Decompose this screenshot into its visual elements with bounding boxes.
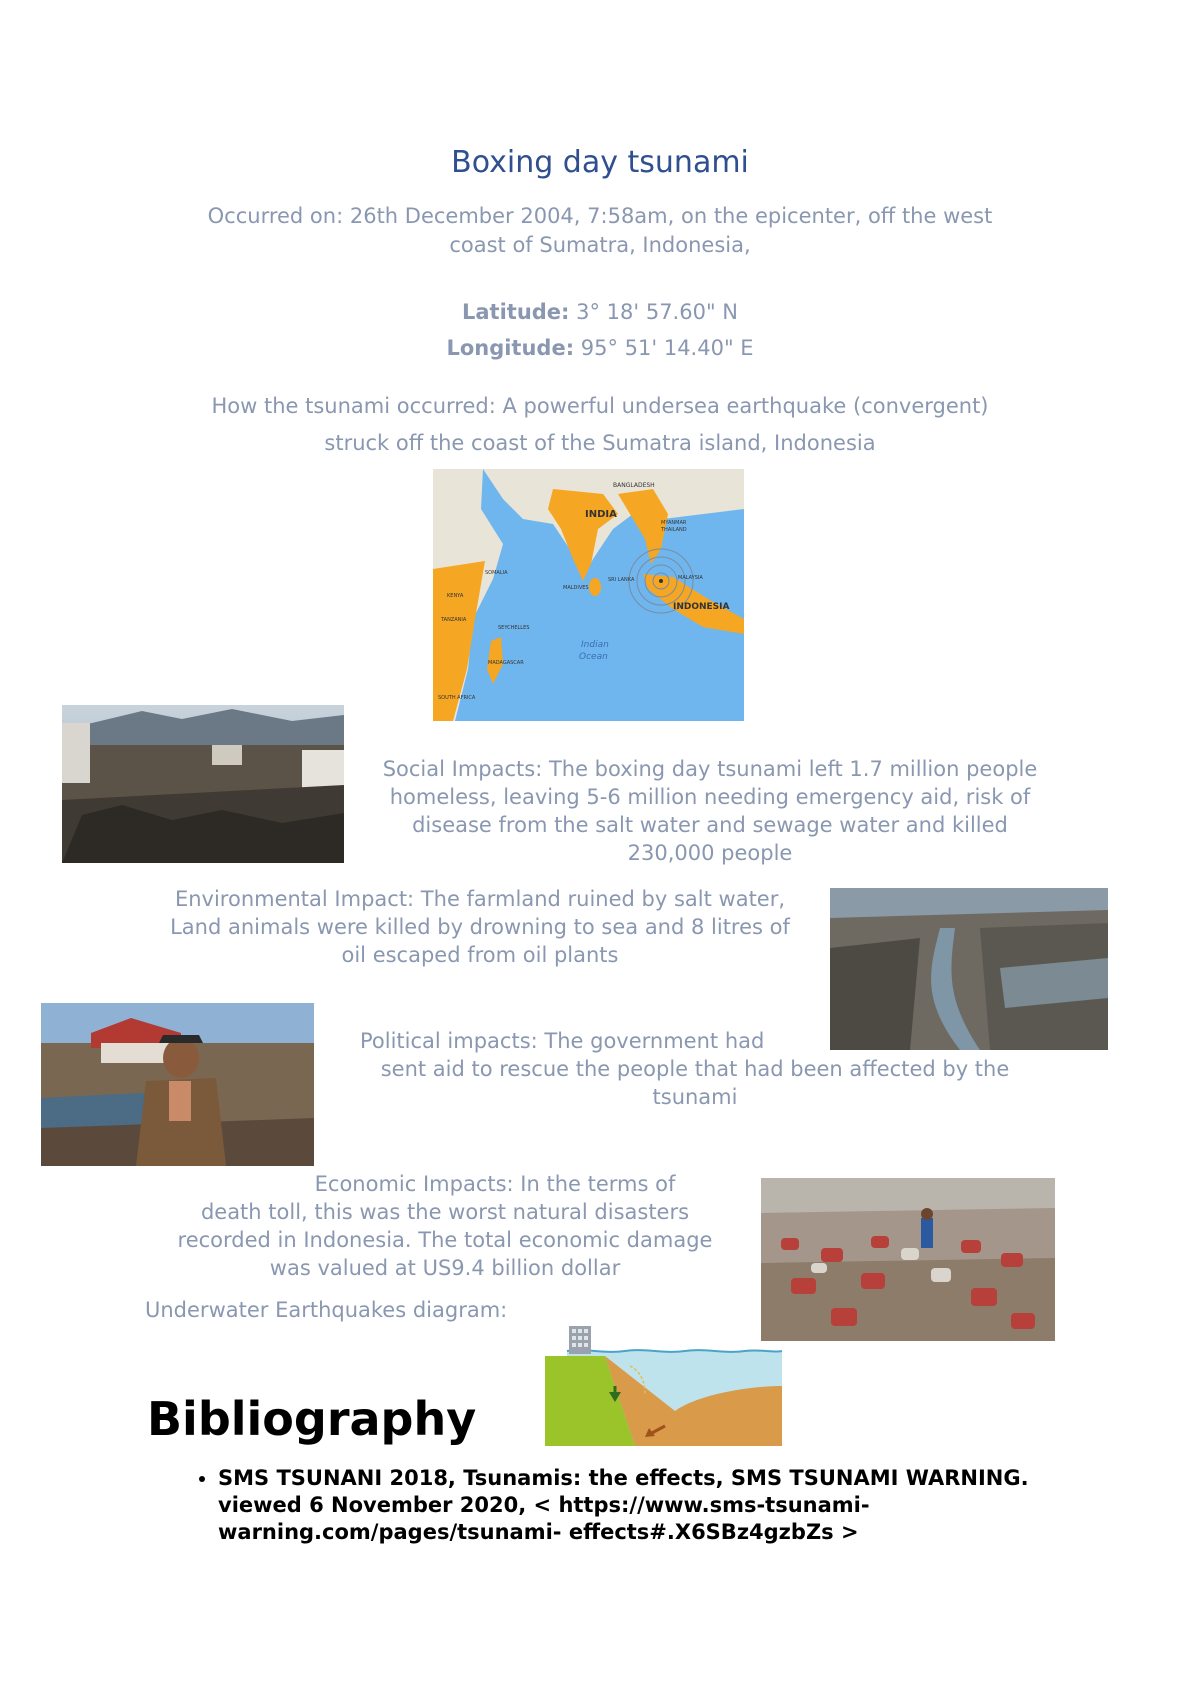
social-impacts bbox=[360, 755, 1060, 867]
map-label: Ocean bbox=[579, 652, 608, 662]
sri-lanka-land bbox=[589, 578, 601, 596]
political-line-1: Political impacts: The government had bbox=[360, 1029, 765, 1053]
environmental-impact bbox=[130, 885, 830, 969]
longitude-value: 95° 51' 14.40" E bbox=[574, 336, 754, 360]
map-label: INDIA bbox=[585, 509, 617, 520]
latitude-row bbox=[0, 294, 1200, 330]
social-line-1: Social Impacts: The boxing day tsunami left 1.7 million people bbox=[382, 757, 1038, 781]
aerial-flood-photo bbox=[830, 888, 1108, 1050]
map-label: MYANMAR bbox=[661, 520, 687, 526]
map-label: MALAYSIA bbox=[678, 575, 703, 581]
bibliography-heading: Bibliography bbox=[147, 1392, 477, 1446]
barrels-debris-photo bbox=[761, 1178, 1055, 1341]
political-impacts bbox=[340, 1055, 1050, 1111]
map-label: SOMALIA bbox=[485, 570, 508, 576]
social-line-4: 230,000 people bbox=[627, 841, 793, 865]
underwater-earthquake-diagram bbox=[545, 1326, 782, 1466]
political-line-2: sent aid to rescue the people that had been affected by the bbox=[380, 1057, 1010, 1081]
map-label: MADAGASCAR bbox=[488, 660, 524, 666]
epicenter-dot bbox=[659, 579, 663, 583]
map-label: MALDIVES bbox=[563, 585, 589, 591]
bibliography-list bbox=[190, 1465, 1050, 1546]
indian-ocean-map bbox=[433, 469, 744, 721]
map-graphic bbox=[433, 469, 744, 721]
map-label: THAILAND bbox=[661, 527, 687, 533]
economic-line-1: Economic Impacts: In the terms of bbox=[314, 1172, 676, 1196]
devastation-photo-town bbox=[62, 705, 344, 863]
map-label: SEYCHELLES bbox=[498, 625, 530, 631]
economic-impacts bbox=[150, 1170, 740, 1282]
environmental-line-3: oil escaped from oil plants bbox=[341, 943, 619, 967]
longitude-row bbox=[0, 330, 1200, 366]
occurred-line-1: Occurred on: 26th December 2004, 7:58am, on the epicenter, off the west bbox=[207, 204, 993, 228]
political-line-3: tsunami bbox=[652, 1085, 738, 1109]
map-label: SRI LANKA bbox=[608, 577, 635, 583]
map-label: KENYA bbox=[447, 593, 464, 599]
map-label: BANGLADESH bbox=[613, 482, 655, 489]
economic-line-4: was valued at US9.4 billion dollar bbox=[269, 1256, 621, 1280]
economic-line-3: recorded in Indonesia. The total economic damage bbox=[177, 1228, 713, 1252]
diagram-caption: Underwater Earthquakes diagram: bbox=[145, 1298, 508, 1322]
latitude-value: 3° 18' 57.60" N bbox=[569, 300, 738, 324]
map-label: SOUTH AFRICA bbox=[438, 695, 476, 701]
how-line-2: struck off the coast of the Sumatra island, Indonesia bbox=[324, 431, 876, 455]
environmental-line-1: Environmental Impact: The farmland ruined by salt water, bbox=[174, 887, 786, 911]
map-label: TANZANIA bbox=[441, 617, 467, 623]
occurred-paragraph bbox=[0, 202, 1200, 260]
survivor-photo bbox=[41, 1003, 314, 1166]
longitude-label: Longitude: bbox=[446, 336, 575, 360]
latitude-label: Latitude: bbox=[462, 300, 570, 324]
social-line-2: homeless, leaving 5-6 million needing emergency aid, risk of bbox=[389, 785, 1031, 809]
how-paragraph bbox=[0, 388, 1200, 462]
bibliography-entry: • SMS TSUNANI 2018, Tsunamis: the effects, SMS TSUNAMI WARNING. viewed 6 November 2020, < https://www.sms-tsunami-warning.com/pages/tsunami- effects#.X6SBz4gzbZs > bbox=[218, 1465, 1050, 1546]
environmental-line-2: Land animals were killed by drowning to sea and 8 litres of bbox=[170, 915, 790, 939]
social-line-3: disease from the salt water and sewage water and killed bbox=[412, 813, 1008, 837]
map-label: INDONESIA bbox=[673, 602, 730, 612]
coordinates bbox=[0, 294, 1200, 366]
occurred-line-2: coast of Sumatra, Indonesia, bbox=[449, 233, 751, 257]
economic-line-2: death toll, this was the worst natural disasters bbox=[200, 1200, 690, 1224]
how-line-1: How the tsunami occurred: A powerful undersea earthquake (convergent) bbox=[211, 394, 989, 418]
map-label: Indian bbox=[581, 640, 609, 650]
page-title: Boxing day tsunami bbox=[451, 145, 749, 180]
